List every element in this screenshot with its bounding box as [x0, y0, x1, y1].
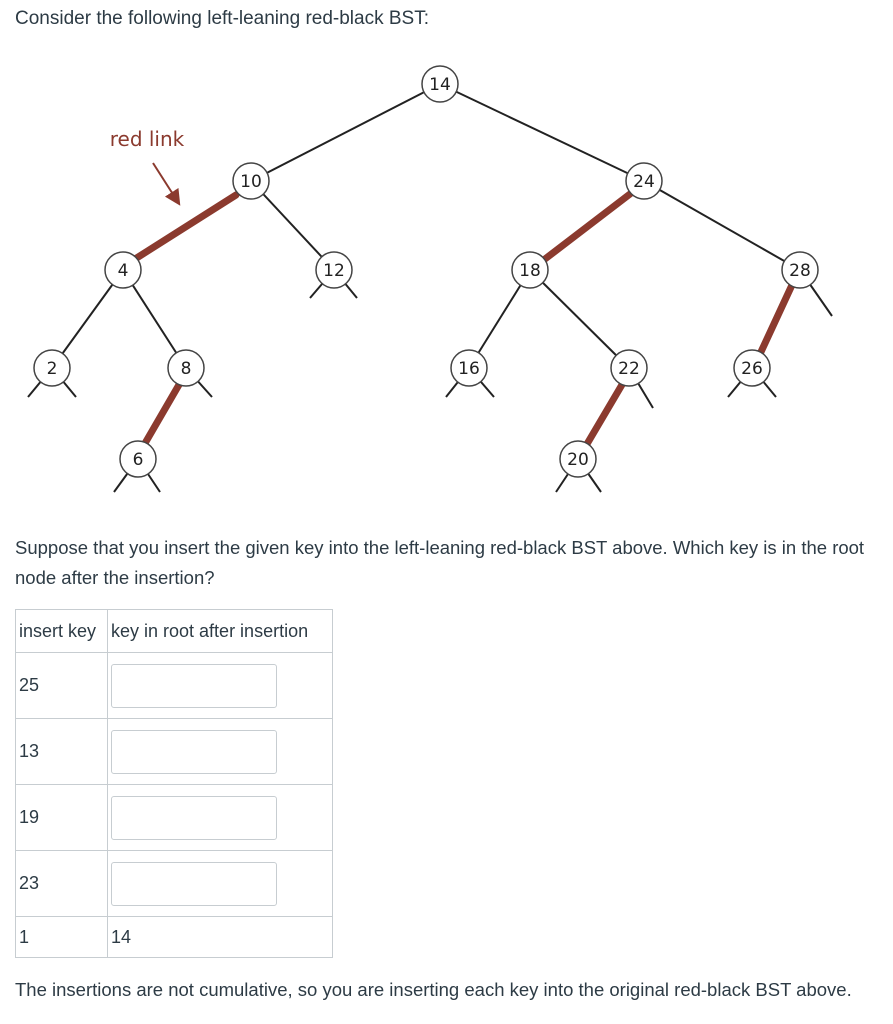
- column-header-root-key: key in root after insertion: [108, 610, 333, 653]
- answer-input-23[interactable]: [111, 862, 277, 906]
- node-label: 18: [519, 261, 541, 281]
- insert-key-cell: 25: [16, 653, 108, 719]
- edge-14-24: [440, 84, 644, 181]
- column-header-insert-key: insert key: [16, 610, 108, 653]
- insert-key-cell: 19: [16, 785, 108, 851]
- table-row: [16, 785, 333, 851]
- node-label: 16: [458, 359, 480, 379]
- table-row: [16, 719, 333, 785]
- node-label: 14: [429, 75, 451, 95]
- insert-key-cell: 1: [16, 917, 108, 958]
- question-text: Suppose that you insert the given key into the left-leaning red-black BST above. Which key is in the root node after the insertion?: [15, 537, 865, 588]
- red-link-24-18: [545, 194, 630, 259]
- edge-24-28: [644, 181, 800, 270]
- example-answer-cell: 14: [108, 917, 333, 958]
- node-label: 26: [741, 359, 763, 379]
- insert-key-cell: 23: [16, 851, 108, 917]
- red-link-22-20: [587, 383, 623, 444]
- red-link-8-6: [144, 383, 180, 445]
- edge-18-22: [530, 270, 629, 368]
- answer-table: [15, 609, 333, 958]
- node-label: 24: [633, 172, 655, 192]
- node-label: 28: [789, 261, 811, 281]
- table-row: [16, 851, 333, 917]
- red-link-arrow: [153, 163, 176, 199]
- node-label: 8: [180, 359, 192, 379]
- red-link-10-4: [135, 195, 236, 259]
- node-label: 4: [117, 261, 129, 281]
- answer-input-25[interactable]: [111, 664, 277, 708]
- table-row: [16, 917, 333, 958]
- intro-text: Consider the following left-leaning red-black BST:: [15, 8, 429, 29]
- node-label: 12: [323, 261, 345, 281]
- answer-input-19[interactable]: [111, 796, 277, 840]
- node-label: 10: [240, 172, 262, 192]
- node-label: 6: [132, 450, 144, 470]
- red-black-bst-diagram: [0, 60, 893, 510]
- table-header-row: [16, 610, 333, 653]
- insert-key-cell: 13: [16, 719, 108, 785]
- red-link-28-26: [760, 285, 792, 354]
- edge-14-10: [251, 84, 440, 181]
- node-label: 20: [567, 450, 589, 470]
- table-row: [16, 653, 333, 719]
- node-label: 22: [618, 359, 640, 379]
- answer-input-13[interactable]: [111, 730, 277, 774]
- red-link-label: red link: [109, 127, 185, 151]
- footnote-text: The insertions are not cumulative, so you are inserting each key into the original red-black BST above.: [15, 979, 852, 1000]
- node-label: 2: [46, 359, 58, 379]
